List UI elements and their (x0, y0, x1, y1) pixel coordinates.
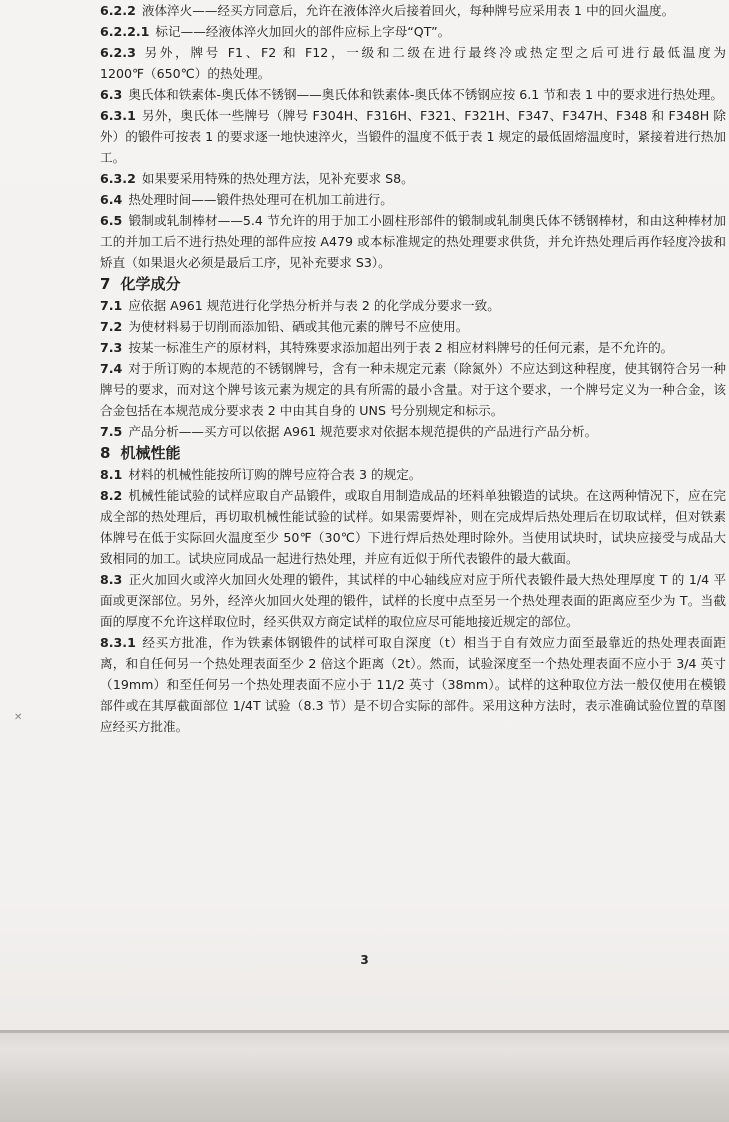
paragraph-7-2: 7.2 为使材料易于切削而添加铅、硒或其他元素的牌号不应使用。 (100, 319, 469, 334)
section-heading-8: 8 机械性能 (100, 444, 181, 462)
paragraph-8-2: 8.2 机械性能试验的试样应取自产品锻件，或取自用制造成品的坯料单独锻造的试块。在这两种情况下，应在完成全部的热处理后，再切取机械性能试验的试样。如果需要焊补，则在完成焊后热处理后在切取试样，但对铁素体牌号在低于实际回火温度至少 50℉（30℃）下进行焊后热处理时除外。当使用试块时，试块应接受与成品大致相同的加工。试块应同成品一起进行热处理，并应有近似于所代表锻件的最大截面。 (100, 488, 726, 566)
paragraph-6-3-2: 6.3.2 如果要采用特殊的热处理方法，见补充要求 S8。 (100, 171, 414, 186)
margin-mark: ✕ (14, 712, 23, 723)
paragraph-7-1: 7.1 应依据 A961 规范进行化学热分析并与表 2 的化学成分要求一致。 (100, 298, 500, 313)
paragraph-6-5: 6.5 锻制或轧制棒材——5.4 节允许的用于加工小圆柱形部件的锻制或轧制奥氏体不锈钢棒材，和由这种棒材加工的并加工后不进行热处理的部件应按 A479 或本标准规定的热处理要求供货，并允许热处理后再作轻度冷拔和矫直（如果退火必须是最后工序，见补充要求 S3）。 (100, 213, 726, 270)
paragraph-7-4: 7.4 对于所订购的本规范的不锈钢牌号，含有一种未规定元素（除氮外）不应达到这种程度，使其钢符合另一种牌号的要求，而对这个牌号该元素为规定的具有所需的最小含量。对于这个要求，一个牌号定义为一种合金，该合金包括在本规范成分要求表 2 中由其自身的 UNS 号分别规定和标示。 (100, 361, 726, 418)
paragraph-8-3: 8.3 正火加回火或淬火加回火处理的锻件，其试样的中心轴线应对应于所代表锻件最大热处理厚度 T 的 1/4 平面或更深部位。另外，经淬火加回火处理的锻件，试样的长度中点至另一个热处理表面的距离应至少为 T。当截面的厚度不允许这样取位时，经买供双方商定试样的取位应尽可能地接近规定的部位。 (100, 572, 726, 629)
paragraph-8-3-1: 8.3.1 经买方批准，作为铁素体钢锻件的试样可取自深度（t）相当于自有效应力面至最靠近的热处理表面距离，和自任何另一个热处理表面至少 2 倍这个距离（2t）。然而，试验深度至一个热处理表面不应小于 3/4 英寸（19mm）和至任何另一个热处理表面不应小于 11/2 英寸（38mm）。试样的这种取位方法一般仅使用在模锻部件或在其厚截面部位 1/4T 试验（8.3 节）是不切合实际的部件。采用这种方法时，表示准确试验位置的草图应经买方批准。 (100, 635, 726, 734)
paragraph-6-2-2-1: 6.2.2.1 标记——经液体淬火加回火的部件应标上字母“QT”。 (100, 24, 451, 39)
page-number: 3 (360, 953, 369, 967)
paragraph-7-5: 7.5 产品分析——买方可以依据 A961 规范要求对依据本规范提供的产品进行产品分析。 (100, 424, 598, 439)
paragraph-6-3-1: 6.3.1 另外，奥氏体一些牌号（牌号 F304H、F316H、F321、F321H、F347、F347H、F348 和 F348H 除外）的锻件可按表 1 的要求逐一地快速淬火，当锻件的温度不低于表 1 规定的最低固熔温度时，紧接着进行热加工。 (100, 108, 726, 165)
paragraph-6-2-3: 6.2.3 另外，牌号 F1、F2 和 F12，一级和二级在进行最终冷或热定型之后可进行最低温度为 1200℉（650℃）的热处理。 (100, 45, 726, 81)
paragraph-6-4: 6.4 热处理时间——锻件热处理可在机加工前进行。 (100, 192, 393, 207)
scan-bottom-edge (0, 1030, 729, 1122)
section-heading-7: 7 化学成分 (100, 275, 181, 293)
paragraph-6-2-2: 6.2.2 液体淬火——经买方同意后，允许在液体淬火后接着回火，每种牌号应采用表 1 中的回火温度。 (100, 3, 675, 18)
document-body (100, 0, 726, 737)
paragraph-8-1: 8.1 材料的机械性能按所订购的牌号应符合表 3 的规定。 (100, 467, 422, 482)
paragraph-7-3: 7.3 按某一标准生产的原材料，其特殊要求添加超出列于表 2 相应材料牌号的任何元素，是不允许的。 (100, 340, 674, 355)
paragraph-6-3: 6.3 奥氏体和铁素体-奥氏体不锈钢——奥氏体和铁素体-奥氏体不锈钢应按 6.1 节和表 1 中的要求进行热处理。 (100, 87, 723, 102)
